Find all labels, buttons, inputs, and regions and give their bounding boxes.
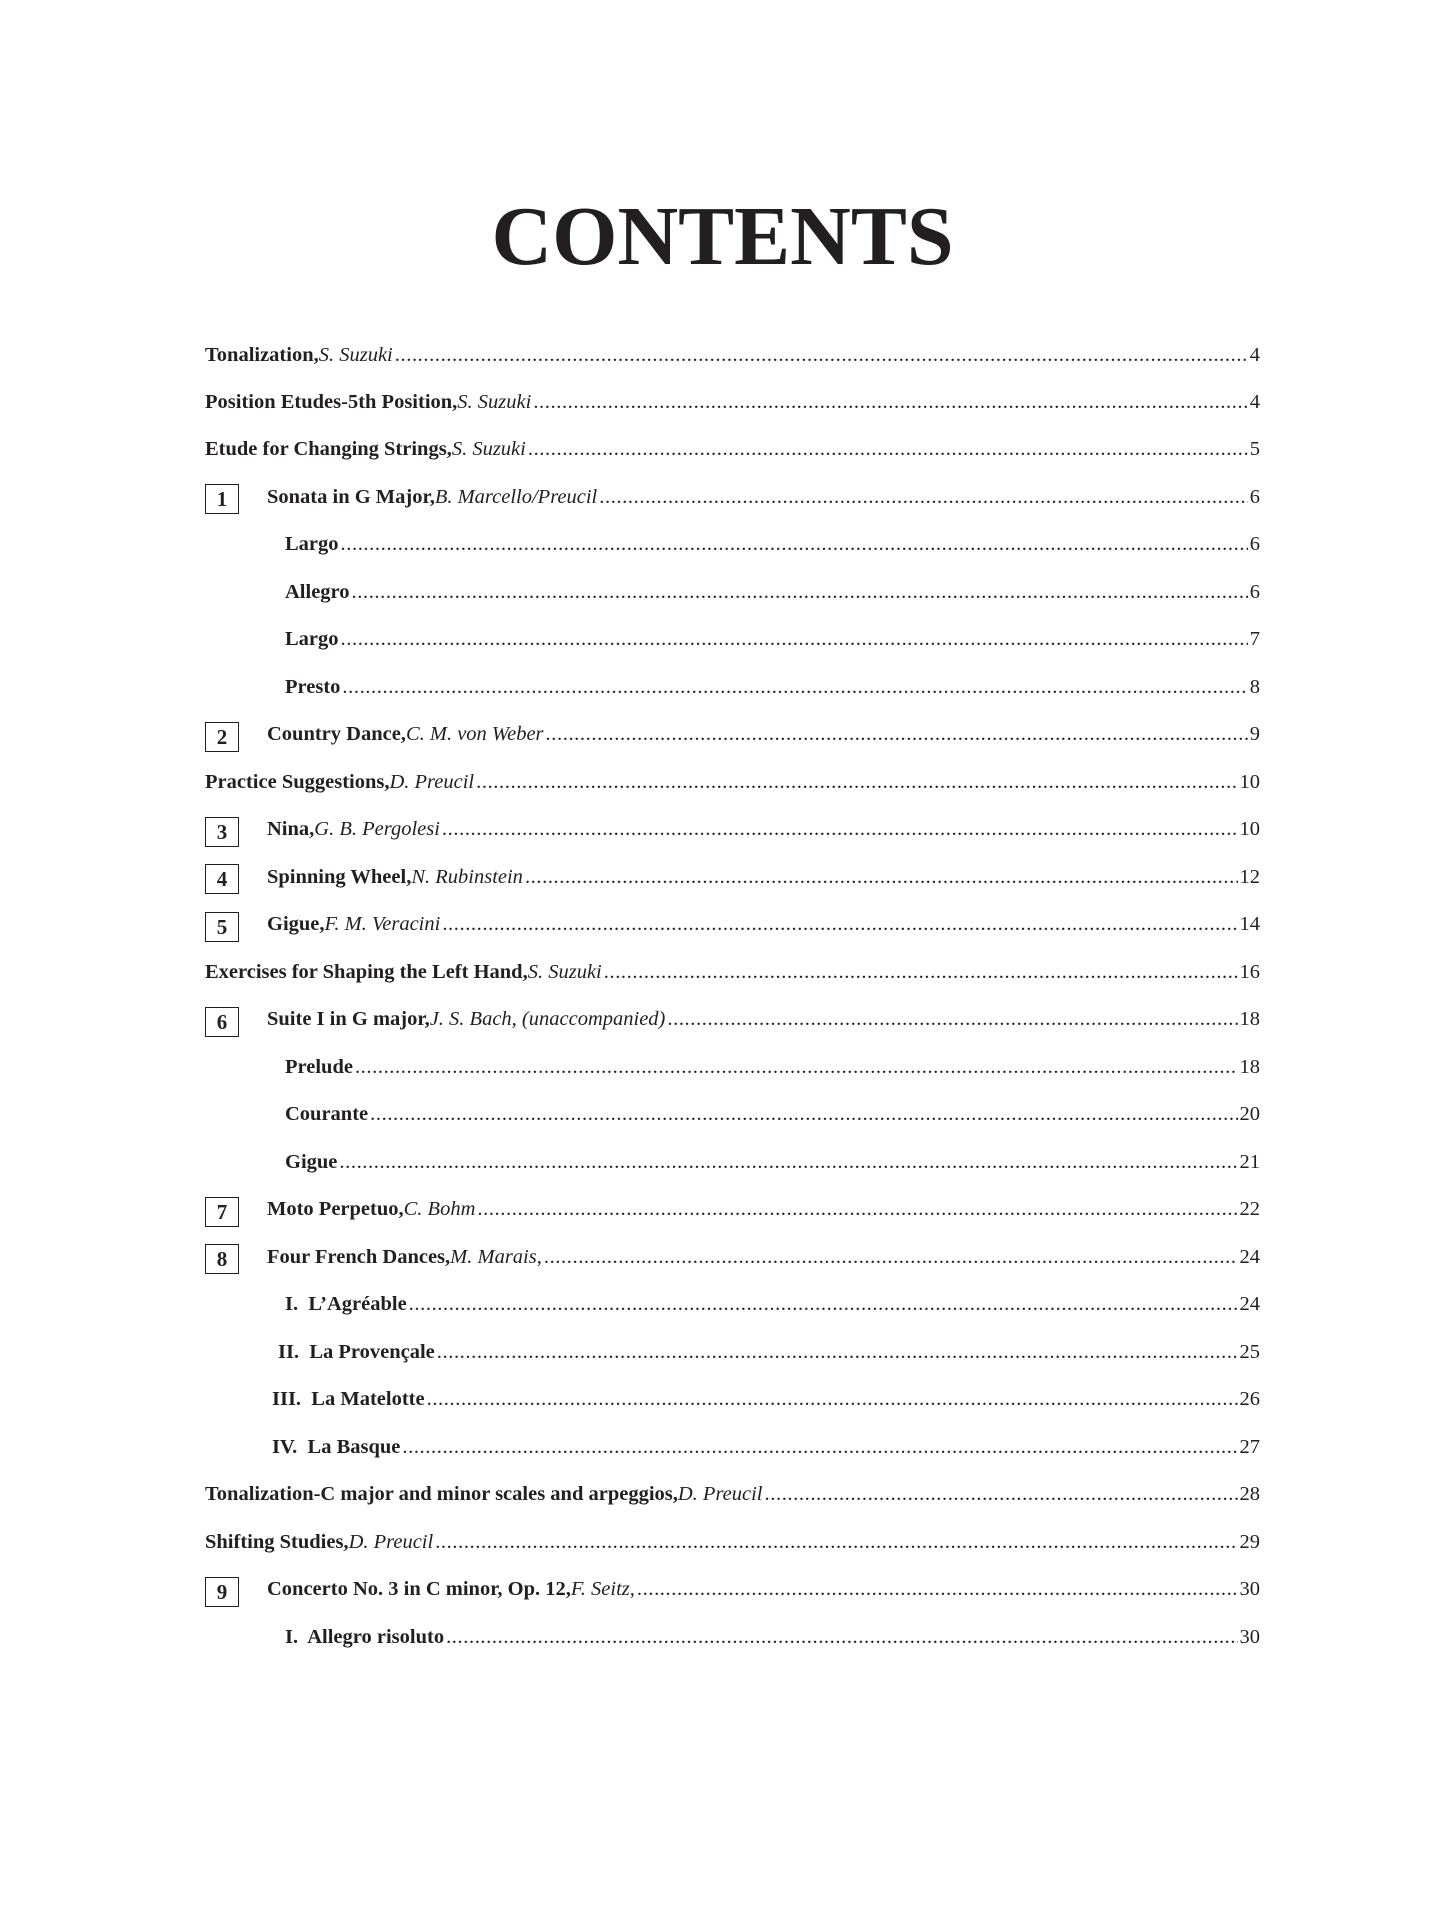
entry-author: C. Bohm bbox=[403, 1198, 476, 1220]
entry-author: D. Preucil bbox=[348, 1531, 434, 1553]
dot-leader bbox=[341, 532, 1248, 556]
toc-entry[interactable] bbox=[205, 960, 1260, 1000]
toc-entry[interactable] bbox=[285, 1150, 1260, 1190]
entry-title: Moto Perpetuo, bbox=[267, 1198, 404, 1220]
page-number: 14 bbox=[1239, 913, 1260, 935]
entry-author: S. Suzuki bbox=[527, 961, 602, 983]
entry-title: Allegro bbox=[285, 581, 350, 603]
dot-leader bbox=[477, 1197, 1237, 1221]
entry-author: S. Suzuki bbox=[457, 391, 532, 413]
toc-entry[interactable] bbox=[272, 1387, 1260, 1427]
dot-leader bbox=[402, 1435, 1237, 1459]
dot-leader bbox=[427, 1387, 1238, 1411]
toc-entry[interactable] bbox=[205, 1482, 1260, 1522]
page-number: 28 bbox=[1239, 1483, 1260, 1505]
toc-entry[interactable] bbox=[267, 1197, 1260, 1237]
entry-title: Tonalization-C major and minor scales and arpeggios, bbox=[205, 1483, 678, 1505]
dot-leader bbox=[476, 770, 1237, 794]
toc-entry[interactable] bbox=[267, 722, 1260, 762]
page-number: 21 bbox=[1239, 1151, 1260, 1173]
toc-entry[interactable] bbox=[285, 627, 1260, 667]
page-number: 8 bbox=[1249, 676, 1260, 698]
entry-title: Position Etudes-5th Position, bbox=[205, 391, 458, 413]
toc-entry[interactable] bbox=[205, 1530, 1260, 1570]
entry-author: G. B. Pergolesi bbox=[314, 818, 440, 840]
dot-leader bbox=[442, 817, 1238, 841]
entry-title: II. La Provençale bbox=[278, 1341, 435, 1363]
entry-title: Tonalization, bbox=[205, 344, 319, 366]
page-number: 5 bbox=[1249, 438, 1260, 460]
page-number: 22 bbox=[1239, 1198, 1260, 1220]
entry-title: Four French Dances, bbox=[267, 1246, 451, 1268]
dot-leader bbox=[370, 1102, 1237, 1126]
entry-title: Largo bbox=[285, 533, 339, 555]
entry-title: Shifting Studies, bbox=[205, 1531, 349, 1553]
entry-author: D. Preucil bbox=[389, 771, 475, 793]
entry-title: Sonata in G Major, bbox=[267, 486, 435, 508]
entry-title: Etude for Changing Strings, bbox=[205, 438, 452, 460]
toc-entry[interactable] bbox=[285, 1292, 1260, 1332]
dot-leader bbox=[341, 627, 1248, 651]
page-number: 30 bbox=[1239, 1626, 1260, 1648]
dot-leader bbox=[544, 1245, 1238, 1269]
entry-title: I. Allegro risoluto bbox=[285, 1626, 445, 1648]
toc-entry[interactable] bbox=[267, 485, 1260, 525]
toc-entry[interactable] bbox=[285, 675, 1260, 715]
page-number: 18 bbox=[1239, 1008, 1260, 1030]
page-number: 25 bbox=[1239, 1341, 1260, 1363]
dot-leader bbox=[525, 865, 1238, 889]
toc-entry[interactable] bbox=[205, 343, 1260, 383]
page-number: 4 bbox=[1249, 391, 1260, 413]
entry-title: Exercises for Shaping the Left Hand, bbox=[205, 961, 528, 983]
toc-entry[interactable] bbox=[285, 532, 1260, 572]
page-number: 10 bbox=[1239, 818, 1260, 840]
dot-leader bbox=[528, 437, 1248, 461]
entry-title: Suite I in G major, bbox=[267, 1008, 430, 1030]
dot-leader bbox=[355, 1055, 1238, 1079]
piece-number-box: 3 bbox=[205, 817, 239, 847]
toc-entry[interactable] bbox=[267, 1007, 1260, 1047]
entry-title: Spinning Wheel, bbox=[267, 866, 412, 888]
dot-leader bbox=[599, 485, 1247, 509]
toc-entry[interactable] bbox=[267, 1245, 1260, 1285]
entry-author: C. M. von Weber bbox=[405, 723, 544, 745]
dot-leader bbox=[342, 675, 1247, 699]
entry-title: I. L’Agréable bbox=[285, 1293, 407, 1315]
page-number: 20 bbox=[1239, 1103, 1260, 1125]
piece-number-box: 6 bbox=[205, 1007, 239, 1037]
entry-author: M. Marais, bbox=[450, 1246, 542, 1268]
entry-title: Practice Suggestions, bbox=[205, 771, 390, 793]
page-number: 27 bbox=[1239, 1436, 1260, 1458]
page-number: 9 bbox=[1249, 723, 1260, 745]
dot-leader bbox=[395, 343, 1248, 367]
piece-number-box: 1 bbox=[205, 484, 239, 514]
page-title: CONTENTS bbox=[491, 190, 954, 283]
toc-entry[interactable] bbox=[267, 865, 1260, 905]
toc-entry[interactable] bbox=[285, 580, 1260, 620]
page-number: 18 bbox=[1239, 1056, 1260, 1078]
toc-entry[interactable] bbox=[285, 1625, 1260, 1665]
entry-title: Courante bbox=[285, 1103, 369, 1125]
entry-title: Largo bbox=[285, 628, 339, 650]
entry-title: Prelude bbox=[285, 1056, 353, 1078]
dot-leader bbox=[533, 390, 1247, 414]
entry-title: Nina, bbox=[267, 818, 315, 840]
entry-title: Gigue bbox=[285, 1151, 338, 1173]
dot-leader bbox=[435, 1530, 1237, 1554]
piece-number-box: 5 bbox=[205, 912, 239, 942]
toc-entry[interactable] bbox=[272, 1435, 1260, 1475]
entry-title: IV. La Basque bbox=[272, 1436, 401, 1458]
dot-leader bbox=[339, 1150, 1237, 1174]
page-number: 16 bbox=[1239, 961, 1260, 983]
page-number: 30 bbox=[1239, 1578, 1260, 1600]
piece-number-box: 8 bbox=[205, 1244, 239, 1274]
entry-author: B. Marcello/Preucil bbox=[434, 486, 598, 508]
toc-entry[interactable] bbox=[267, 817, 1260, 857]
piece-number-box: 9 bbox=[205, 1577, 239, 1607]
toc-entry[interactable] bbox=[205, 770, 1260, 810]
entry-title: Gigue, bbox=[267, 913, 325, 935]
dot-leader bbox=[765, 1482, 1238, 1506]
dot-leader bbox=[604, 960, 1238, 984]
dot-leader bbox=[637, 1577, 1238, 1601]
toc-entry[interactable] bbox=[278, 1340, 1260, 1380]
entry-title: Country Dance, bbox=[267, 723, 406, 745]
page-number: 7 bbox=[1249, 628, 1260, 650]
page-number: 29 bbox=[1239, 1531, 1260, 1553]
toc-entry[interactable] bbox=[267, 1577, 1260, 1617]
dot-leader bbox=[446, 1625, 1237, 1649]
piece-number-box: 7 bbox=[205, 1197, 239, 1227]
entry-author: F. Seitz, bbox=[570, 1578, 635, 1600]
toc-entry[interactable] bbox=[205, 390, 1260, 430]
page-number: 10 bbox=[1239, 771, 1260, 793]
page-number: 6 bbox=[1249, 581, 1260, 603]
piece-number-box: 2 bbox=[205, 722, 239, 752]
toc-entry[interactable] bbox=[285, 1102, 1260, 1142]
entry-title: III. La Matelotte bbox=[272, 1388, 425, 1410]
page-number: 6 bbox=[1249, 486, 1260, 508]
entry-title: Concerto No. 3 in C minor, Op. 12, bbox=[267, 1578, 571, 1600]
page-number: 24 bbox=[1239, 1293, 1260, 1315]
page-number: 6 bbox=[1249, 533, 1260, 555]
entry-author: J. S. Bach, (unaccompanied) bbox=[429, 1008, 666, 1030]
toc-entry[interactable] bbox=[267, 912, 1260, 952]
dot-leader bbox=[437, 1340, 1238, 1364]
entry-author: N. Rubinstein bbox=[411, 866, 523, 888]
piece-number-box: 4 bbox=[205, 864, 239, 894]
dot-leader bbox=[409, 1292, 1238, 1316]
toc-entry[interactable] bbox=[205, 437, 1260, 477]
entry-title: Presto bbox=[285, 676, 341, 698]
entry-author: S. Suzuki bbox=[451, 438, 526, 460]
entry-author: D. Preucil bbox=[677, 1483, 763, 1505]
dot-leader bbox=[442, 912, 1237, 936]
page-number: 12 bbox=[1239, 866, 1260, 888]
toc-entry[interactable] bbox=[285, 1055, 1260, 1095]
page-number: 24 bbox=[1239, 1246, 1260, 1268]
dot-leader bbox=[352, 580, 1248, 604]
entry-author: F. M. Veracini bbox=[324, 913, 441, 935]
page-number: 26 bbox=[1239, 1388, 1260, 1410]
dot-leader bbox=[667, 1007, 1237, 1031]
page-number: 4 bbox=[1249, 344, 1260, 366]
dot-leader bbox=[546, 722, 1248, 746]
entry-author: S. Suzuki bbox=[318, 344, 393, 366]
